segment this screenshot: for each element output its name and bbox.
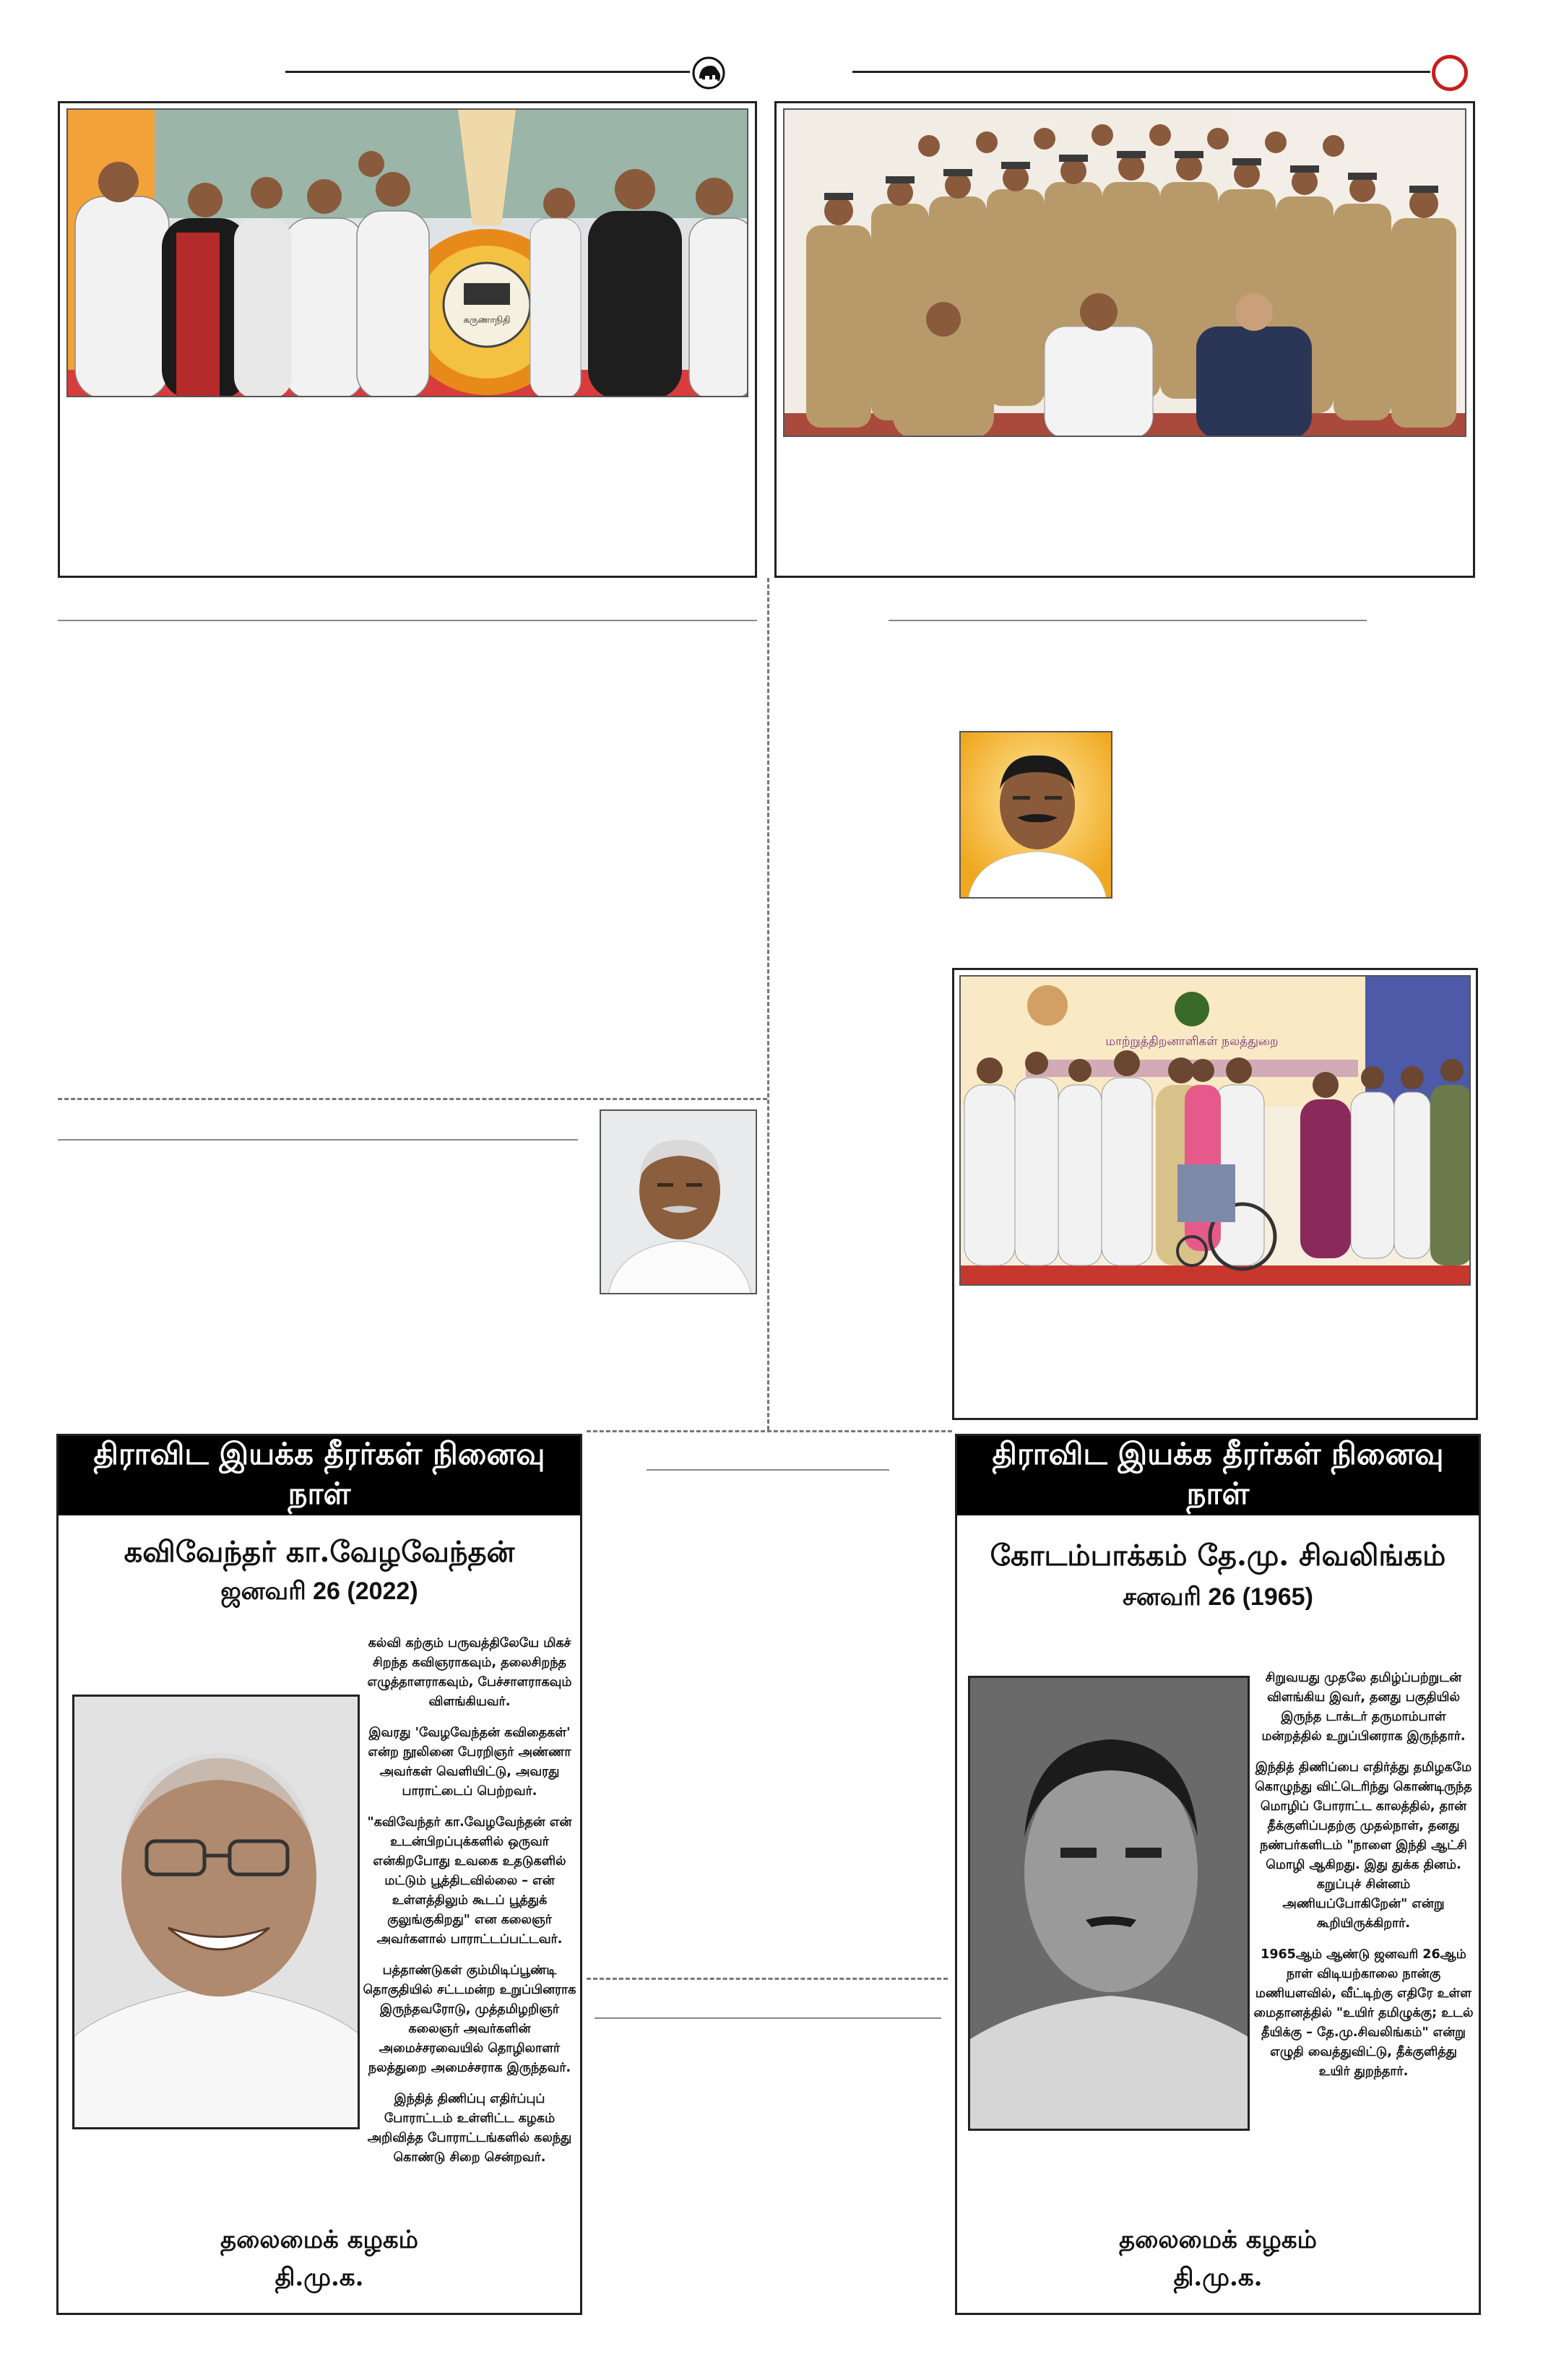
right-section-rule	[889, 620, 1367, 621]
memorial-right-portrait	[968, 1676, 1250, 2131]
left-mid-divider	[58, 1098, 767, 1100]
memorial-right-date: சனவரி 26 (1965)	[1123, 1583, 1313, 1611]
police-officers-group-photo	[783, 108, 1466, 437]
memorial-right-name: கோடம்பாக்கம் தே.மு. சிவலிங்கம்	[990, 1539, 1446, 1572]
memorial-right-header: திராவிட இயக்க தீரர்கள் நினைவு நாள்	[957, 1436, 1479, 1515]
banner-text: மாற்றுத்திறனாளிகள் நலத்துறை	[1105, 1034, 1279, 1049]
memorial-left-sign-line2: தி.மு.க.	[275, 2263, 364, 2292]
memorial-right-para-1: சிறுவயது முதலே தமிழ்ப்பற்றுடன் விளங்கிய இவர், தனது பகுதியில் இருந்த டாக்டர் தருமாம்பாள் மன்றத்தில் உறுப்பினராக இருந்தார்.	[1261, 1671, 1466, 1744]
memorial-tribute-photo	[66, 108, 748, 397]
lower-center-rule-2	[595, 2017, 941, 2019]
column-divider	[767, 578, 769, 1430]
lower-center-rule	[647, 1469, 889, 1471]
memorial-left-header: திராவிட இயக்க தீரர்கள் நினைவு நாள்	[59, 1436, 580, 1515]
memorial-left-para-5: இந்தித் திணிப்பு எதிர்ப்புப் போராட்டம் உள்ளிட்ட கழகம் அறிவித்த போராட்டங்களில் கலந்து கொண்டு சிறை சென்றவர்.	[367, 2092, 572, 2165]
left-section-rule	[58, 620, 757, 621]
memorial-left-sign-line1: தலைமைக் கழகம்	[220, 2225, 418, 2254]
memorial-left-text	[361, 1634, 578, 2179]
memorial-left-para-2: இவரது 'வேழவேந்தன் கவிதைகள்' என்ற நூலினை பேரறிஞர் அண்ணா அவர்கள் வெளியிட்டு, அவரது பாராட்டைப் பெற்றவர்.	[368, 1726, 571, 1799]
top-right-rule	[852, 71, 1430, 73]
memorial-left-para-4: பத்தாண்டுகள் கும்மிடிப்பூண்டி தொகுதியில் சட்டமன்ற உறுப்பினராக இருந்தவரோடு, முத்தமிழறிஞர் கலைஞர் அவர்களின் அமைச்சரவையில் தொழிலாளர் நலத்துறை அமைச்சராக இருந்தவர்.	[363, 1963, 576, 2075]
politician-portrait-photo	[959, 731, 1112, 899]
memorial-left-date: ஜனவரி 26 (2022)	[220, 1578, 418, 1605]
memorial-left-para-3: "கவிவேந்தர் கா.வேழவேந்தன் என் உடன்பிறப்புக்களில் ஒருவர் என்கிறபோது உவகை உதடுகளில் மட்டும் பூத்திடவில்லை – என் உள்ளத்திலும் கூடப் பூத்துக் குலுங்குகிறது" என கலைஞர் அவர்களால் பாராட்டப்பட்டவர்.	[367, 1815, 572, 1947]
memorial-left-para-1: கல்வி கற்கும் பருவத்திலேயே மிகச் சிறந்த கவிஞராகவும், தலைசிறந்த எழுத்தாளராகவும், பேச்சாளராகவும் விளங்கியவர்.	[367, 1636, 572, 1709]
memorial-right-text	[1253, 1669, 1474, 2093]
wreath-text: கருணாநிதி	[463, 315, 511, 326]
lower-top-divider	[587, 1430, 952, 1432]
memorial-left-portrait	[72, 1695, 360, 2129]
welfare-event-photo	[959, 975, 1471, 1286]
red-circle-icon	[1432, 55, 1468, 91]
elderly-man-portrait-photo	[600, 1109, 757, 1294]
memorial-right-sign-line1: தலைமைக் கழகம்	[1119, 2225, 1317, 2254]
memorial-right-signature	[957, 2221, 1479, 2296]
memorial-right-para-3: 1965ஆம் ஆண்டு ஜனவரி 26ஆம் நாள் விடியற்காலை நான்கு மணியளவில், வீட்டிற்கு எதிரே உள்ள மைதானத்தில் "உயிர் தமிழுக்கு; உடல் தீயிக்கு – தே.மு.சிவலிங்கம்" என்று எழுதி வைத்துவிட்டு, தீக்குளித்து உயிர் துறந்தார்.	[1253, 1947, 1474, 2079]
left-lower-rule	[58, 1139, 578, 1141]
memorial-left-name: கவிவேந்தர் கா.வேழவேந்தன்	[124, 1535, 515, 1569]
elephant-emblem-icon	[692, 56, 725, 90]
lower-center-divider	[587, 1978, 948, 1980]
memorial-left-signature	[59, 2221, 580, 2296]
memorial-right-sign-line2: தி.மு.க.	[1173, 2263, 1263, 2292]
memorial-right-para-2: இந்தித் திணிப்பை எதிர்த்து தமிழகமே கொழுந்து விட்டெரிந்து கொண்டிருந்த மொழிப் போராட்ட காலத்தில், தான் தீக்குளிப்பதற்கு முதல்நாள், தனது நண்பர்களிடம் "நாளை இந்தி ஆட்சி மொழி ஆகிறது. இது துக்க தினம். கறுப்புச் சின்னம் அணியப்போகிறேன்" என்று கூறியிருக்கிறார்.	[1255, 1760, 1472, 1931]
top-left-rule	[285, 71, 690, 73]
